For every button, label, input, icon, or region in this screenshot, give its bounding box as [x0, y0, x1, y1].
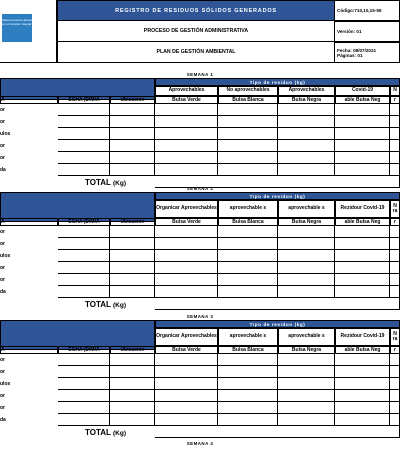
table-cell[interactable] [390, 250, 400, 262]
table-cell[interactable] [110, 414, 155, 426]
table-cell[interactable] [335, 366, 390, 378]
table-cell[interactable] [218, 152, 278, 164]
table-cell[interactable] [155, 402, 218, 414]
table-cell[interactable] [218, 262, 278, 274]
residue-type-header: Tipo de residuo (kg) [155, 78, 400, 86]
table-row [0, 250, 400, 262]
table-row [0, 354, 400, 366]
table-cell[interactable] [58, 152, 110, 164]
column-header: Bulsa Blanca [218, 218, 278, 226]
date-box [335, 42, 400, 63]
row-label: ulos [0, 253, 11, 259]
residue-category-header: No aprovechables [218, 86, 278, 96]
table-cell[interactable] [155, 140, 218, 152]
table-cell[interactable] [218, 286, 278, 298]
table-cell[interactable] [390, 152, 400, 164]
table-cell[interactable] [278, 274, 335, 286]
process-name: PROCESO DE GESTIÓN ADMINISTRATIVA [57, 21, 335, 42]
column-header: Bulsa Negra [278, 218, 335, 226]
column-header: Ubicación [110, 218, 155, 226]
residue-category-header: N ra [390, 328, 400, 346]
table-cell[interactable] [58, 164, 110, 176]
table-cell[interactable] [58, 140, 110, 152]
table-cell[interactable] [58, 104, 110, 116]
table-row [0, 402, 400, 414]
table-cell[interactable] [155, 262, 218, 274]
week-label: SEMANA 2 [186, 185, 214, 191]
table-row [0, 262, 400, 274]
table-cell[interactable] [218, 116, 278, 128]
table-cell[interactable] [278, 286, 335, 298]
table-cell[interactable] [218, 226, 278, 238]
residue-category-header: aprovechable s [278, 200, 335, 218]
table-cell[interactable] [110, 164, 155, 176]
row-label: or [0, 155, 5, 161]
table-cell[interactable] [110, 128, 155, 140]
total-text: TOTAL [85, 178, 113, 187]
row-label: or [0, 241, 5, 247]
table-cell[interactable] [278, 354, 335, 366]
table-cell[interactable] [58, 250, 110, 262]
table-cell[interactable] [335, 250, 390, 262]
table-cell[interactable] [278, 152, 335, 164]
table-cell[interactable] [155, 152, 218, 164]
table-cell[interactable] [390, 116, 400, 128]
table-cell[interactable] [155, 250, 218, 262]
column-header: Bulsa Negra [278, 96, 335, 104]
table-row [0, 414, 400, 426]
table-cell[interactable] [390, 286, 400, 298]
row-label: da [0, 289, 6, 295]
week-label: SEMANA 4 [186, 440, 214, 446]
table-row [0, 140, 400, 152]
table-cell[interactable] [390, 226, 400, 238]
table-row [0, 366, 400, 378]
table-cell[interactable] [110, 366, 155, 378]
table-cell[interactable] [390, 354, 400, 366]
table-cell[interactable] [155, 104, 218, 116]
table-cell[interactable] [278, 250, 335, 262]
table-cell[interactable] [335, 116, 390, 128]
table-cell[interactable] [155, 286, 218, 298]
table-cell[interactable] [218, 378, 278, 390]
column-header: able Bulsa Neg [335, 96, 390, 104]
table-cell[interactable] [218, 250, 278, 262]
week-label: SEMANA 1 [186, 71, 214, 77]
table-cell[interactable] [110, 104, 155, 116]
table-row [0, 286, 400, 298]
total-text: TOTAL [85, 428, 113, 437]
table-row [0, 274, 400, 286]
table-cell[interactable] [335, 402, 390, 414]
table-cell[interactable] [335, 226, 390, 238]
residue-category-header: N ra [390, 200, 400, 218]
plan-name: PLAN DE GESTIÓN AMBIENTAL [57, 42, 335, 63]
table-cell[interactable] [58, 128, 110, 140]
table-cell[interactable] [335, 286, 390, 298]
row-label: or [0, 119, 5, 125]
table-cell[interactable] [218, 390, 278, 402]
code-box [335, 0, 400, 21]
table-cell[interactable] [335, 164, 390, 176]
residue-category-header: Rezidour Covid-19 [335, 328, 390, 346]
table-cell[interactable] [155, 226, 218, 238]
pages-label: Páginas: 01 [337, 52, 363, 58]
table-cell[interactable] [390, 238, 400, 250]
row-label: or [0, 229, 5, 235]
table-cell[interactable] [278, 238, 335, 250]
row-label: or [0, 265, 5, 271]
table-cell[interactable] [335, 140, 390, 152]
table-cell[interactable] [390, 104, 400, 116]
table-cell[interactable] [58, 402, 110, 414]
table-cell[interactable] [218, 366, 278, 378]
column-header: ECHA (D/M/A [58, 218, 110, 226]
table-cell[interactable] [110, 152, 155, 164]
column-header: able Bulsa Neg [335, 218, 390, 226]
residue-type-header: Tipo de residuo (kg) [155, 320, 400, 328]
row-label: or [0, 405, 5, 411]
table-cell[interactable] [110, 262, 155, 274]
code-label: Código:710,10,15-55 [337, 8, 382, 13]
residue-category-header: aprovechable s [278, 328, 335, 346]
residue-category-header: Organicar Aprovechables [155, 200, 218, 218]
table-row [0, 164, 400, 176]
table-cell[interactable] [218, 354, 278, 366]
total-text: TOTAL [85, 300, 113, 309]
column-header: r [390, 96, 400, 104]
table-cell[interactable] [110, 116, 155, 128]
column-header: able Bulsa Neg [335, 346, 390, 354]
table-cell[interactable] [278, 128, 335, 140]
residue-category-header: N [390, 86, 400, 96]
row-label: da [0, 417, 6, 423]
residue-category-header: aprovechable s [218, 200, 278, 218]
table-row [0, 378, 400, 390]
table-cell[interactable] [58, 286, 110, 298]
table-cell[interactable] [155, 274, 218, 286]
column-header: Ubicación [110, 96, 155, 104]
column-header: r [390, 346, 400, 354]
column-header: Bulsa Verde [155, 218, 218, 226]
table-cell[interactable] [58, 378, 110, 390]
residue-category-header: Rezidour Covid-19 [335, 200, 390, 218]
date-label: Fecha: 08/07/2021 [337, 47, 377, 53]
table-cell[interactable] [110, 274, 155, 286]
table-cell[interactable] [278, 226, 335, 238]
table-cell[interactable] [335, 262, 390, 274]
logo-text: Sistema para la atención integral en el corredor integral de [2, 18, 46, 26]
table-cell[interactable] [218, 414, 278, 426]
row-label: or [0, 143, 5, 149]
table-cell[interactable] [390, 390, 400, 402]
table-cell[interactable] [155, 116, 218, 128]
table-cell[interactable] [390, 262, 400, 274]
table-cell[interactable] [278, 390, 335, 402]
table-cell[interactable] [390, 128, 400, 140]
table-cell[interactable] [155, 128, 218, 140]
table-cell[interactable] [110, 140, 155, 152]
table-row [0, 128, 400, 140]
table-row [0, 238, 400, 250]
table-cell[interactable] [155, 238, 218, 250]
row-label: or [0, 277, 5, 283]
table-cell[interactable] [155, 390, 218, 402]
column-header: ECHA (D/M/A [58, 96, 110, 104]
table-cell[interactable] [335, 238, 390, 250]
total-cell[interactable] [155, 426, 400, 438]
table-cell[interactable] [218, 164, 278, 176]
table-cell[interactable] [390, 402, 400, 414]
table-cell[interactable] [335, 274, 390, 286]
table-cell[interactable] [278, 104, 335, 116]
total-cell[interactable] [155, 298, 400, 310]
table-row [0, 104, 400, 116]
row-label: or [0, 393, 5, 399]
table-cell[interactable] [278, 402, 335, 414]
row-label: ulos [0, 131, 11, 137]
table-cell[interactable] [278, 164, 335, 176]
table-cell[interactable] [218, 140, 278, 152]
table-cell[interactable] [218, 128, 278, 140]
table-cell[interactable] [278, 262, 335, 274]
residue-category-header: Organicar Aprovechables [155, 328, 218, 346]
table-cell[interactable] [155, 378, 218, 390]
table-cell[interactable] [110, 354, 155, 366]
table-cell[interactable] [58, 354, 110, 366]
table-cell[interactable] [278, 414, 335, 426]
row-label: da [0, 167, 6, 173]
residue-category-header: Aprovechables [278, 86, 335, 96]
table-cell[interactable] [110, 226, 155, 238]
table-cell[interactable] [390, 414, 400, 426]
table-cell[interactable] [390, 274, 400, 286]
table-cell[interactable] [278, 366, 335, 378]
table-cell[interactable] [218, 104, 278, 116]
table-row [0, 390, 400, 402]
table-cell[interactable] [335, 378, 390, 390]
table-cell[interactable] [390, 378, 400, 390]
table-cell[interactable] [335, 104, 390, 116]
table-cell[interactable] [155, 354, 218, 366]
total-unit: (Kg) [113, 180, 126, 187]
table-cell[interactable] [110, 390, 155, 402]
column-header: Bulsa Blanca [218, 346, 278, 354]
table-cell[interactable] [335, 390, 390, 402]
table-cell[interactable] [110, 250, 155, 262]
table-cell[interactable] [110, 402, 155, 414]
row-label: ulos [0, 381, 11, 387]
table-cell[interactable] [335, 414, 390, 426]
table-cell[interactable] [278, 378, 335, 390]
table-cell[interactable] [155, 366, 218, 378]
table-cell[interactable] [335, 152, 390, 164]
table-row [0, 152, 400, 164]
column-header: A [0, 346, 58, 354]
table-cell[interactable] [58, 262, 110, 274]
column-header: ECHA (D/M/A [58, 346, 110, 354]
table-cell[interactable] [278, 140, 335, 152]
table-cell[interactable] [278, 116, 335, 128]
table-cell[interactable] [335, 354, 390, 366]
column-header: A [0, 218, 58, 226]
table-cell[interactable] [218, 402, 278, 414]
total-unit: (Kg) [113, 302, 126, 309]
row-label: or [0, 357, 5, 363]
table-cell[interactable] [335, 128, 390, 140]
column-header: Bulsa Negra [278, 346, 335, 354]
table-cell[interactable] [58, 238, 110, 250]
week-label: SEMANA 3 [186, 313, 214, 319]
row-label: or [0, 107, 5, 113]
residue-category-header: Aprovechables [155, 86, 218, 96]
table-cell[interactable] [110, 238, 155, 250]
table-cell[interactable] [58, 414, 110, 426]
table-row [0, 116, 400, 128]
table-cell[interactable] [58, 366, 110, 378]
total-unit: (Kg) [113, 430, 126, 437]
table-cell[interactable] [110, 378, 155, 390]
column-header: Bulsa Verde [155, 346, 218, 354]
table-cell[interactable] [155, 414, 218, 426]
table-cell[interactable] [58, 274, 110, 286]
residue-type-header: Tipo de residuo (kg) [155, 192, 400, 200]
document-title: REGISTRO DE RESIDUOS SÓLIDOS GENERADOS [57, 0, 335, 21]
column-header: Ubicación [110, 346, 155, 354]
document-header [0, 0, 400, 63]
total-label [85, 300, 126, 309]
column-header: Bulsa Verde [155, 96, 218, 104]
column-header: A [0, 96, 58, 104]
logo [0, 0, 57, 63]
total-label [85, 428, 126, 437]
residue-category-header: aprovechable s [218, 328, 278, 346]
version-box [335, 21, 400, 42]
table-cell[interactable] [218, 238, 278, 250]
table-cell[interactable] [390, 140, 400, 152]
table-cell[interactable] [58, 226, 110, 238]
column-header: Bulsa Blanca [218, 96, 278, 104]
table-cell[interactable] [58, 390, 110, 402]
table-cell[interactable] [390, 164, 400, 176]
version-label: Versión: 01 [337, 29, 362, 34]
row-label: or [0, 369, 5, 375]
table-cell[interactable] [110, 286, 155, 298]
table-row [0, 226, 400, 238]
table-cell[interactable] [218, 274, 278, 286]
table-cell[interactable] [390, 366, 400, 378]
table-cell[interactable] [155, 164, 218, 176]
column-header: r [390, 218, 400, 226]
table-cell[interactable] [58, 116, 110, 128]
residue-category-header: Covid-19 [335, 86, 390, 96]
